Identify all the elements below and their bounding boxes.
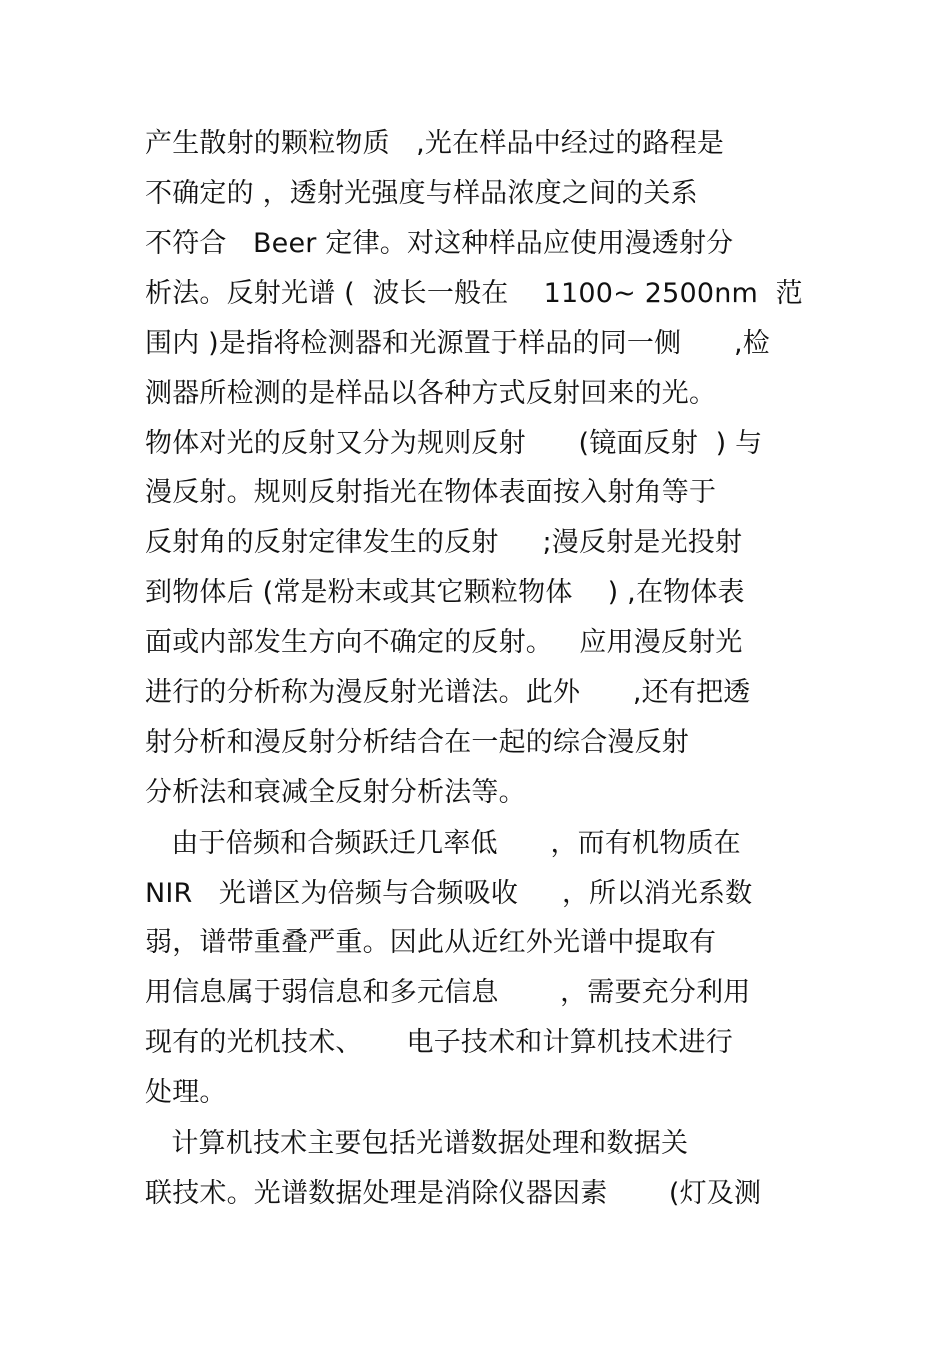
text-line: 进行的分析称为漫反射光谱法。此外 ,还有把透 bbox=[145, 677, 751, 708]
text-line: 面或内部发生方向不确定的反射。 应用漫反射光 bbox=[145, 627, 743, 658]
text-line: 到物体后 (常是粉末或其它颗粒物体 ) ,在物体表 bbox=[145, 577, 745, 608]
text-line: 不确定的 ，透射光强度与样品浓度之间的关系 bbox=[145, 178, 698, 209]
text-line: 物体对光的反射又分为规则反射 (镜面反射 ) 与 bbox=[145, 428, 763, 459]
text-line: 分析法和衰减全反射分析法等。 bbox=[145, 777, 526, 808]
text-line: 弱，谱带重叠严重。因此从近红外光谱中提取有 bbox=[145, 927, 717, 958]
text-line: 计算机技术主要包括光谱数据处理和数据关 bbox=[145, 1128, 689, 1159]
text-line: 不符合 Beer 定律。对这种样品应使用漫透射分 bbox=[145, 228, 734, 259]
text-line: 产生散射的颗粒物质 ,光在样品中经过的路程是 bbox=[145, 128, 725, 159]
text-line: 联技术。光谱数据处理是消除仪器因素 (灯及测 bbox=[145, 1178, 762, 1209]
text-line: 漫反射。规则反射指光在物体表面按入射角等于 bbox=[145, 477, 717, 508]
text-line: 由于倍频和合频跃迁几率低 ，而有机物质在 bbox=[145, 828, 741, 859]
text-line: 用信息属于弱信息和多元信息 ，需要充分利用 bbox=[145, 977, 751, 1008]
text-line: 析法。反射光谱 ( 波长一般在 1100~ 2500nm 范 bbox=[145, 278, 803, 309]
text-line: 测器所检测的是样品以各种方式反射回来的光。 bbox=[145, 378, 717, 409]
text-line: 反射角的反射定律发生的反射 ;漫反射是光投射 bbox=[145, 527, 743, 558]
text-line: 射分析和漫反射分析结合在一起的综合漫反射 bbox=[145, 727, 689, 758]
text-line: 围内 )是指将检测器和光源置于样品的同一侧 ,检 bbox=[145, 328, 770, 359]
text-line: 处理。 bbox=[145, 1077, 227, 1108]
text-line: NIR 光谱区为倍频与合频吸收 ，所以消光系数 bbox=[145, 878, 753, 909]
text-line: 现有的光机技术、 电子技术和计算机技术进行 bbox=[145, 1027, 733, 1058]
